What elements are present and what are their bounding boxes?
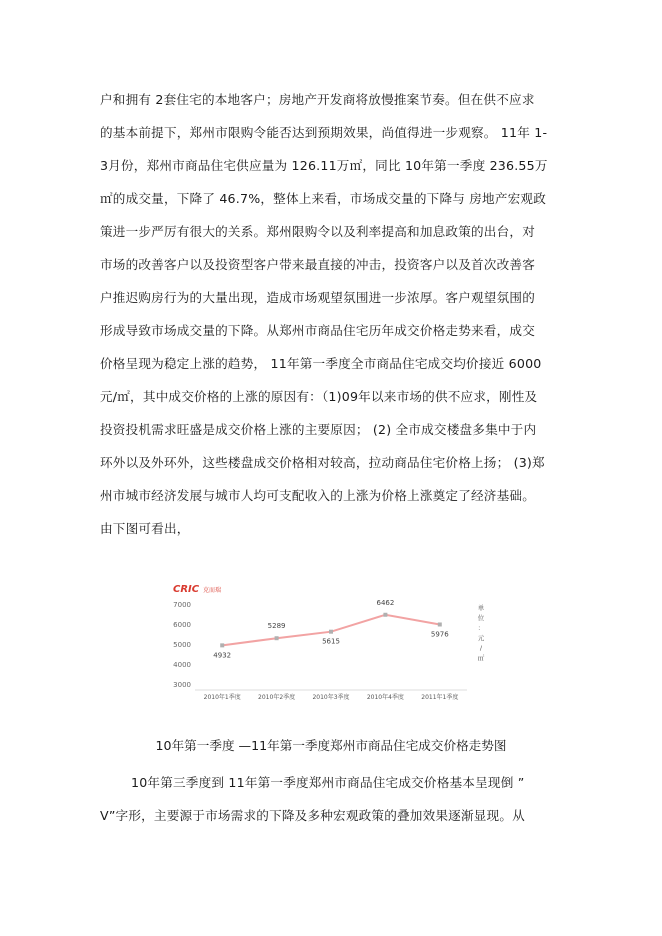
y-axis-ticks	[173, 601, 191, 689]
data-label: 5615	[322, 637, 340, 646]
paragraph-line: 形成导致市场成交量的下降。从郑州市商品住宅历年成交价格走势来看，成交	[100, 323, 535, 338]
price-trend-chart	[167, 580, 495, 710]
unit-label	[478, 603, 485, 662]
paragraph-line: 户和拥有 2套住宅的本地客户；房地产开发商将放慢推案节奏。但在供不应求	[100, 92, 535, 107]
paragraph-line: 3月份，郑州市商品住宅供应量为 126.11万㎡，同比 10年第一季度 236.55万	[100, 158, 548, 173]
data-label: 6462	[376, 598, 395, 607]
paragraph-line: 价格呈现为稳定上涨的趋势， 11年第一季度全市商品住宅成交均价接近 6000	[100, 356, 542, 371]
y-tick-label: 6000	[173, 621, 191, 629]
paragraph-line: 策进一步严厉有很大的关系。郑州限购令以及利率提高和加息政策的出台，对	[100, 224, 535, 239]
x-tick-label: 2010年4季度	[366, 694, 404, 701]
paragraph-line: 10年第三季度到 11年第一季度郑州市商品住宅成交价格基本呈现倒 ”	[131, 775, 525, 790]
paragraph-line: V”字形，主要源于市场需求的下降及多种宏观政策的叠加效果逐渐显现。从	[100, 808, 525, 823]
unit-char: 单	[477, 604, 485, 612]
y-tick-label: 4000	[173, 661, 191, 669]
y-tick-label: 3000	[173, 681, 191, 689]
chart-svg	[167, 580, 495, 710]
x-tick-label: 2010年3季度	[312, 694, 350, 701]
paragraph-line: 投资投机需求旺盛是成交价格上涨的主要原因； (2) 全市成交楼盘多集中于内	[100, 422, 537, 437]
data-label: 4932	[213, 651, 232, 660]
paragraph-line: 元/㎡，其中成交价格的上涨的原因有：（1)09年以来市场的供不应求，刚性及	[100, 389, 538, 404]
data-point	[329, 630, 333, 634]
paragraph-line: 的基本前提下，郑州市限购令能否达到预期效果，尚值得进一步观察。 11年 1-	[100, 125, 548, 140]
data-point	[220, 643, 224, 647]
x-tick-label: 2010年1季度	[203, 694, 241, 701]
paragraph-line: 环外以及外环外，这些楼盘成交价格相对较高，拉动商品住宅价格上扬； (3)郑	[100, 455, 545, 470]
x-axis-ticks	[195, 690, 467, 701]
unit-char: 位	[477, 614, 485, 622]
y-tick-label: 7000	[173, 601, 191, 609]
data-labels	[213, 599, 449, 660]
unit-char: 元	[477, 634, 485, 642]
logo-mark: CRIC	[173, 584, 200, 595]
unit-char: /	[479, 644, 483, 652]
paragraph-line: 市场的改善客户以及投资型客户带来最直接的冲击，投资客户以及首次改善客	[100, 257, 535, 272]
data-point	[438, 622, 442, 626]
paragraph-line: 由下图可看出，	[100, 521, 190, 536]
unit-char: ㎡	[477, 654, 485, 662]
x-tick-label: 2010年2季度	[258, 694, 296, 701]
x-tick-label: 2011年1季度	[421, 694, 459, 701]
y-tick-label: 5000	[173, 641, 191, 649]
chart-caption: 10年第一季度 —11年第一季度郑州市商品住宅成交价格走势图	[155, 738, 507, 753]
data-point	[275, 636, 279, 640]
unit-char: ：	[477, 624, 485, 632]
cric-logo	[173, 584, 221, 595]
paragraph-line: 户推迟购房行为的大量出现，造成市场观望氛围进一步浓厚。客户观望氛围的	[100, 290, 535, 305]
data-label: 5976	[430, 630, 449, 639]
logo-subtext: 克而瑞	[203, 587, 222, 594]
data-label: 5289	[267, 622, 286, 631]
data-point	[383, 613, 387, 617]
paragraph-line: ㎡的成交量，下降了 46.7%，整体上来看，市场成交量的下降与 房地产宏观政	[100, 191, 547, 206]
paragraph-line: 州市城市经济发展与城市人均可支配收入的上涨为价格上涨奠定了经济基础。	[100, 488, 535, 503]
